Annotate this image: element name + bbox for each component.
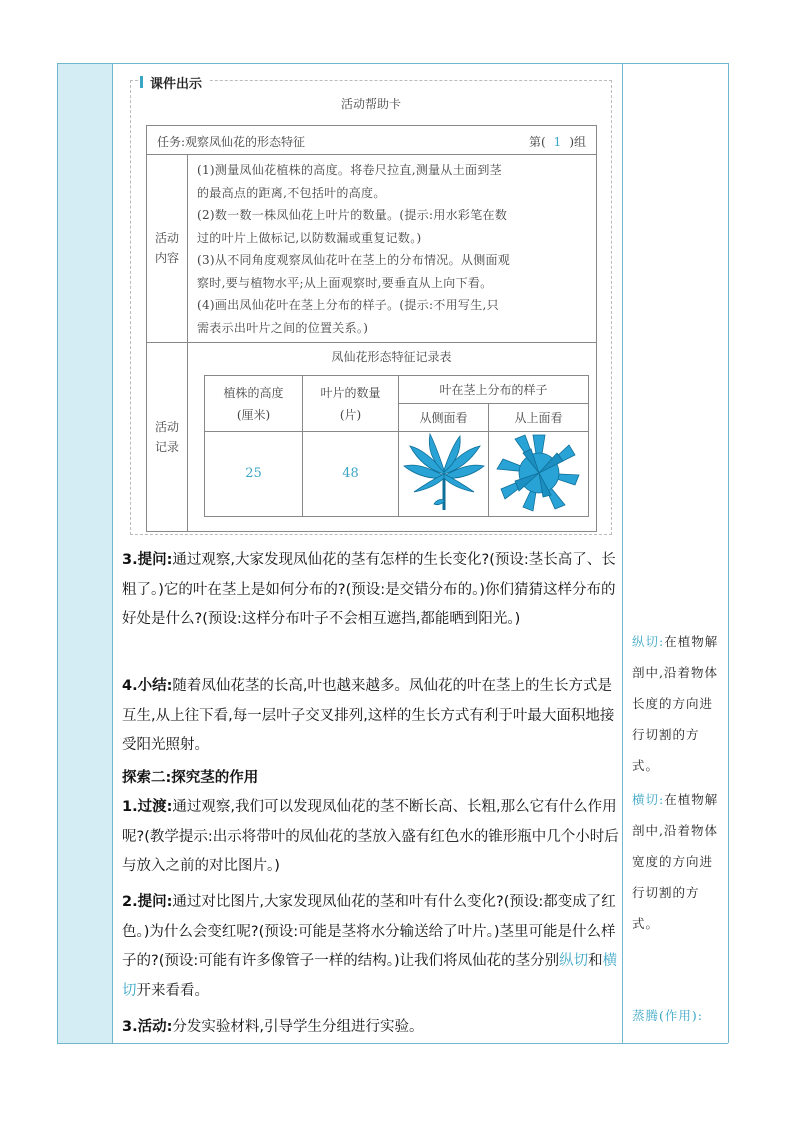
- record-row: [147, 342, 596, 531]
- content-text: (1)测量凤仙花植株的高度。将卷尺拉直,测量从土面到茎 的最高点的距离,不包括叶的高度。 (2)数一数一株凤仙花上叶片的数量。(提示:用水彩笔在数 过的叶片上做标记,以防数漏或重复记数。) (3)从不同角度观察凤仙花叶在茎上的分布情况。从侧面观 察时,要与植物水平;从上面观察时,要垂直从上向下看。 (4)画出凤仙花叶在茎上分布的样子。(提示:不用写生,只 需表示出叶片之间的位置关系。): [197, 163, 511, 335]
- side-view-cell: [399, 432, 489, 516]
- side-view-plant-icon: [400, 432, 488, 514]
- term-longitudinal-cut: 纵切: [559, 953, 589, 969]
- notes-divider: [622, 63, 623, 1043]
- record-table-title: 凤仙花形态特征记录表: [331, 350, 452, 364]
- header-plant-height: 植株的高度 (厘米): [205, 376, 303, 432]
- top-view-plant-icon: [491, 432, 587, 514]
- section-heading-explore-two: 探索二:探究茎的作用: [122, 770, 259, 786]
- paragraph-question-stem: 3.提问:通过观察,大家发现凤仙花的茎有怎样的生长变化?(预设:茎长高了、长粗了。)它的叶在茎上是如何分布的?(预设:是交错分布的。)你们猜猜这样分布的好处是什么?(预设:这样分布叶子不会相互遮挡,都能晒到阳光。): [122, 552, 616, 627]
- leaf-count-value: 48: [303, 432, 399, 516]
- header-leaf-distribution: 叶在茎上分布的样子: [399, 376, 588, 404]
- header-side-view: 从侧面看: [399, 404, 489, 432]
- card-title: 活动帮助卡: [340, 97, 401, 111]
- paragraph-activity: 3.活动:分发实验材料,引导学生分组进行实验。: [122, 1019, 424, 1035]
- note-transpiration: 蒸腾(作用):: [632, 1008, 703, 1023]
- task-row: [147, 126, 596, 155]
- record-table: [204, 375, 589, 517]
- term-cross-cut: 横切: [122, 953, 618, 999]
- group-number: 第( 1 )组: [528, 135, 586, 149]
- task-text: 任务:观察凤仙花的形态特征: [157, 135, 306, 149]
- paragraph-summary: 4.小结:随着凤仙花茎的长高,叶也越来越多。凤仙花的叶在茎上的生长方式是互生,从上往下看,每一层叶子交叉排列,这样的生长方式有利于叶最大面积地接受阳光照射。: [122, 678, 615, 753]
- content-label: 活动内容: [147, 154, 188, 342]
- height-value: 25: [205, 432, 303, 516]
- note-cross-cut: 横切:在植物解剖中,沿着物体宽度的方向进行切割的方式。: [632, 792, 719, 931]
- top-view-cell: [489, 432, 588, 516]
- record-label: 活动记录: [147, 342, 188, 531]
- bottom-rule: [57, 1043, 728, 1044]
- right-rule: [728, 63, 729, 1043]
- paragraph-question-stem-function: 2.提问:通过对比图片,大家发现凤仙花的茎和叶有什么变化?(预设:都变成了红色。)为什么会变红呢?(预设:可能是茎将水分输送给了叶片。)茎里可能是什么样子的?(预设:可能有许多像管子一样的结构。)让我们将凤仙花的茎分别纵切和横切开来看看。: [122, 894, 618, 999]
- header-leaf-count: 叶片的数量 (片): [303, 376, 399, 432]
- top-rule: [57, 63, 728, 64]
- content-row: [147, 154, 596, 343]
- note-longitudinal-cut: 纵切:在植物解剖中,沿着物体长度的方向进行切割的方式。: [632, 634, 719, 773]
- activity-card: [146, 125, 597, 532]
- courseware-tag: 课件出示: [140, 73, 208, 92]
- header-top-view: 从上面看: [489, 404, 588, 432]
- left-margin-column: [57, 63, 113, 1043]
- paragraph-transition: 1.过渡:通过观察,我们可以发现凤仙花的茎不断长高、长粗,那么它有什么作用呢?(教学提示:出示将带叶的凤仙花的茎放入盛有红色水的锥形瓶中几个小时后与放入之前的对比图片。): [122, 799, 619, 874]
